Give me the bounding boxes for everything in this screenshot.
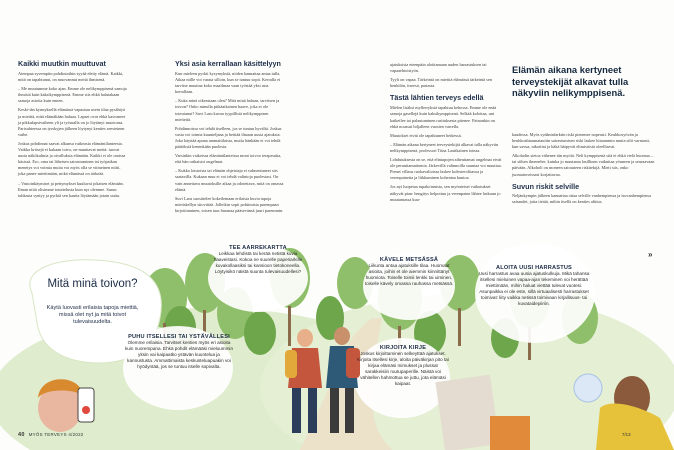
right-paragraph: kaudessa. Myös sydäninfarktin riski pienenee nopeasti. Keuhkosyövän ja keuhkoahtaumatautiin sairastumisen riski laskee hitaammin mutta silti varmasti, kun savua, nikotiini ja häkä häipyvät elimistöstä oleellisesti.	[512, 132, 650, 150]
right-paragraph: Alkoholin sietoa vähenee iän myötä. Neli kymppisenä sitä ei ehkä vielä huomaa – tai siihen ilmenelee, kuinka jo muutama lasillinen vaikuttaa yöuneen ja seuraavaan päivään. Alkoholi on moneen sairauteen riskitekijä. Mieti siis, onko juomatavoissasi korjattavaa.	[512, 153, 655, 177]
col2-paragraph: Pohdinnoissa voi tehdä itselleen, jos se tuntuu hyvältä. Joskus vasta voi toimia kuunteljana ja heittää ilmaan uusia ajatuksia. Joka käyttää apuna ammattilaista, mutta hänkään ei voi tehdä päätöksiä kenenkään puolesta.	[175, 125, 282, 150]
callout-body: Joskus kirjoittaminen selkeyttää ajatukset. Kirjoita itsellesi kirje, aloita päiväkirjan pito tai kirjaa elämäsi mimukset ja plussat sarakkeisiin ruutupaperille. Näistä voi vähitellen hahmottua se juttu, jota elämäsi kaipaat.	[357, 351, 449, 386]
callout-body: Liikunta antaa ajatuksille tilaa. Huomaat asioita, joihin et ole aiemmin kiinnittänyt huomiota. Toiselle toimii lenkki tai uiminen, toiselle kävely omassa rauhassa metsässä.	[364, 263, 454, 286]
col1-paragraph: – Vastoinkäymiset ja pettymykset kuuluvat jokaisen elämään. Ilman niitä olisimme totuttelusta kuin nyt olemme. Surun tuhkasta syntyy ja pyrkiä sen kautta löytämään jotain uutta.	[18, 180, 124, 198]
col1-paragraph: – Me muutumme koko ajan. Emme ole nelikymppisenä samoja ihmisiä kuin kaksikymppisenä. Emme siis ehkä halutakaan samoja asioita kuin ennen.	[18, 86, 127, 104]
column-2	[175, 60, 285, 217]
col3-heading: Tästä lähtien terveys edellä	[390, 93, 484, 103]
col3-paragraph: Tyyli on vapaa. Tärkeintä on miettiä elämässä tärkeintä sen henkilön, itseesä, pariasta.	[390, 77, 492, 89]
callout-body: Leikkaa lehdistä tai kerää netistä kuvia haaveistasi. Kokoa ne suurelle paperiarkille kuvakollaasiksi tai kansioon tietokoneella. Löytyisikö näistä suunta tulevaisuudellesi?	[213, 251, 303, 274]
col3-paragraph: Jos nyt luopetaa tupakoinnista, sen myönteiset vaikutukset näkyvät pian: hengitys helpottuu ja verenpaine lähtee laskuun jo muutamassa kuu-	[390, 184, 501, 202]
col3-paragraph: Lohdutuksesta on se, että elintapojen aiheuttamat ongelmat eivät ole peruuttamattomia. Järkevillä valinnoilla suuntaa voi muuttaa. Pienet villaus ruokavalioissa laskee kolesterolitasoa ja verenpainetta ja liikkuminen kohentaa kuntoa.	[390, 157, 502, 181]
col1-paragraph: Keski-iän kynnyksellä elämässä vapautuu usein tilaa pysähtyä ja miettiä, mitä elämältään haluaa. Lapset ovat ehkä kasvaneet ja pikkulapsivaiheen yli ja työuralla on jo löytänyt muotonsa. Parisuhteessa on tyrskyjen jälkeen löytynyt kenties seesteinen vaihe.	[18, 107, 126, 137]
col3-paragraph: Mielen lisäksi myllerryksiä tapahtuu kehossa. Emme ole enää samoja gasellejä kuin kaksikymppisenä. Selkää kolottaa, uni katkeilee tai palautuminen rasituksesta pitenee. Painonkin on ehkä noussut hiljalleen vuosien varrella.	[390, 105, 497, 129]
col1-paragraph: Aiempaa syvempiin pohdintoihin syyää eletty elämä. Kaikki, mitä on tapahtunut, on muovannut meitä ihmisenä.	[18, 71, 124, 83]
col2-paragraph: – Kuka minä oikeastaan olen? Mitä minä haluan, tarvitsen ja toivon? Onko minulla pitkäaikainen haave, joka ei ole toteutunut? Suvi Laru kuvaa tyypillisiä nelikymppisen mietteitä.	[175, 98, 280, 122]
bubble-body: Käytä luovasti erilaisia tapoja miettiä, missä olet nyt ja mitä toivot tulevaisuudelta.	[46, 305, 139, 325]
right-paragraph: Neljänkympin jälkeen kannattaa ottaa selville vanhempiensa ja isovanhempiensa sairaudet, jotta tietää, mihin itsellä on kenties alttius.	[512, 192, 652, 204]
col3-paragraph: – Elämän aikana kertyneet terveystekijät alkavat tulla näkyviin nelikymppisenä, professori Tiina Laatikainen toteaa.	[390, 141, 499, 153]
col2-paragraph: Kun mieleen pyrkii kysymyksiä, niiden kannattaa antaa tulla. Aikaa niille voi varata silloin, kun se tuntuu sopii. Kerralla ei tarvitse muuttaa koko maailmaa vaan työstää yksi asia kerrallaan.	[175, 71, 281, 95]
callout-title: KIRJOITA KIRJE	[379, 345, 427, 351]
right-heading: Suvun riskit selville	[512, 181, 580, 191]
right-column	[512, 132, 656, 208]
callout-body: Olemme erilaisia. Tarvitset kenties myös eri asioita kuin nuorempana. Ehkä pohdit elämääsi mieluummin yksin vai kaipaatko ystävän kuuntelua ja kannustusta. Ammattimaista keskusteluapuakin voi hyödyntää, jos se tuntuu itselle sopivalta.	[125, 340, 234, 369]
callout-harrastus	[478, 265, 590, 307]
pull-quote: Elämän aikana kertyneet terveystekijät alkavat tulla näkyviin nelikymppisenä.	[512, 64, 629, 98]
column-1	[18, 60, 128, 202]
callout-puhu	[125, 334, 233, 370]
col2-heading: Yksi asia kerrallaan käsittelyyn	[175, 59, 281, 68]
callout-kirje	[357, 345, 449, 387]
col1-paragraph: Joskus pohdinnat saavat alkunsa vaikeasta elämäntilanteesta. Vaikka kriisejä ei kukaan toivo, ne muuttavat meitä: tuovat uusia näkökulmia ja oivalluksia elämään. Kaikki ei ole omissa käsissä. Ero, oma tai läheisen sairastuminen tai työpaikan menetys voi voimia muita voi myös olla se viimeinen niitti, joka panee miettimään, mikä elämässä on tärkeää.	[18, 140, 126, 177]
magazine-name: MYÖS TERVEYS 4/2022	[28, 432, 84, 437]
callout-title: PUHU ITSELLESI TAI YSTÄVÄLLESI	[128, 334, 230, 340]
footer	[18, 432, 84, 438]
col2-paragraph: Suvi Laru suosittelee kokeilemaan erilaisia huvia tapoja mietiskellyn sitovittää. Jolleikin sopii pohtimista parempaan kirjoittaminen, toisen taas huomaa pääsevänsä juuri paremmin.	[175, 195, 284, 213]
page-number: 40	[18, 432, 25, 438]
col2-paragraph: – Kukka loistoista tai elämän ohjeistaja ei valmentaneet siis saatavilla. Kukaan muu ei voi tehdä valintoja puolestasi. On vain annettava muutoksille aikaa ja odotettava, mitä on omassa elämä.	[175, 168, 284, 192]
col2-paragraph: Varsinkin vaikeissa elämäntilanteissa mont toivoo terapeuttia, että hän ratkaisisi ongelmat.	[175, 153, 282, 165]
col3-paragraph: Muutokset eivät ole tapahtuneet hetkessä.	[390, 132, 462, 138]
callout-title: ALOITA UUSI HARRASTUS	[496, 265, 572, 271]
callout-title: TEE AARREKARTTA	[229, 245, 287, 251]
callout-kavele	[363, 257, 455, 287]
callout-body: Uusi harrastus avaa uusia ajatuskulkuja. Mikä tahansa itsellesi mieluinen vapaa-ajan tekeminen voi herättää miettimään, mihin haluat viettää tulevat vuotesi. Asunpaikka ei ole este, sillä virtuaalisesti harrastukset toimivat: liity vaikka netissä toimivaan kirjallisuus- tai kuvataidepiiriin.	[478, 271, 590, 306]
bubble-title: Mitä minä toivon?	[47, 278, 138, 290]
footer-right: 7/13	[622, 432, 631, 437]
column-3	[390, 62, 502, 206]
callout-title: KÄVELE METSÄSSÄ	[379, 257, 439, 263]
continue-arrows-icon: »	[648, 250, 653, 259]
col1-heading: Kaikki muutkin muuttuvat	[18, 59, 106, 68]
col3-paragraph: ajatuksista eteenpäin aloittamaan uuden harrastuksen tai vapaaehtoistyön.	[390, 62, 487, 74]
callout-aarrekartta	[208, 245, 308, 275]
